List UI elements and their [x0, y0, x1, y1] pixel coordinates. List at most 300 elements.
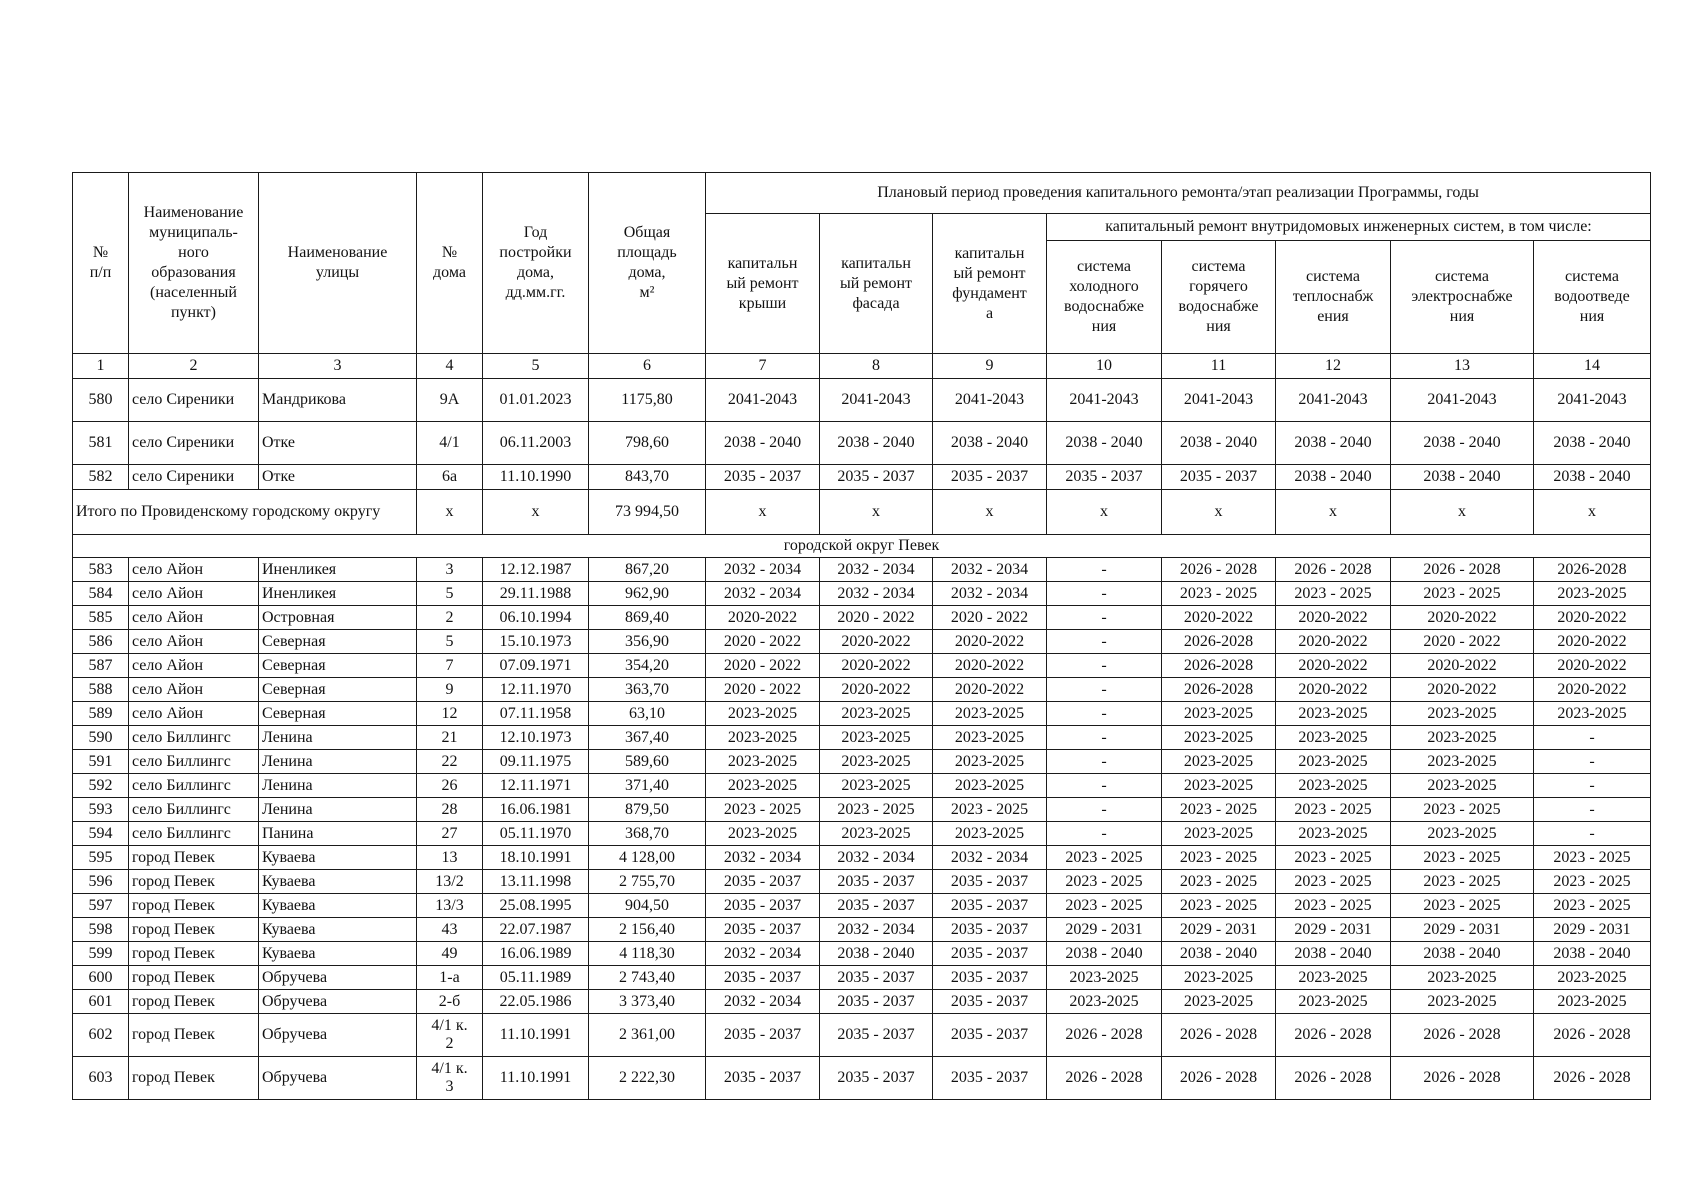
table-cell: 2023-2025 — [1391, 990, 1534, 1014]
table-cell: 07.09.1971 — [483, 654, 589, 678]
table-cell: 2041-2043 — [1047, 379, 1162, 422]
table-cell: 2023-2025 — [933, 726, 1047, 750]
table-cell: 2035 - 2037 — [820, 1057, 933, 1100]
document-page — [72, 172, 1651, 1100]
table-cell: 12.10.1973 — [483, 726, 589, 750]
table-cell: село Айон — [129, 606, 259, 630]
table-cell: 2023-2025 — [1534, 702, 1651, 726]
table-cell: 2020-2022 — [1276, 654, 1391, 678]
table-cell: 2023 - 2025 — [1276, 846, 1391, 870]
table-cell: 2023-2025 — [820, 726, 933, 750]
table-cell: Ленина — [259, 750, 417, 774]
table-cell: 2023-2025 — [1391, 750, 1534, 774]
table-cell: 2029 - 2031 — [1162, 918, 1276, 942]
table-cell: 06.11.2003 — [483, 422, 589, 465]
table-cell: 2038 - 2040 — [820, 422, 933, 465]
total-cell: х — [1047, 490, 1162, 535]
header-foundation: капитальн ый ремонт фундамент а — [933, 214, 1047, 354]
table-cell: 2032 - 2034 — [820, 558, 933, 582]
table-cell: 2035 - 2037 — [706, 465, 820, 490]
table-cell: 2032 - 2034 — [706, 582, 820, 606]
table-cell: 594 — [73, 822, 129, 846]
table-cell: 2035 - 2037 — [933, 1014, 1047, 1057]
table-cell: 09.11.1975 — [483, 750, 589, 774]
table-cell: 904,50 — [589, 894, 706, 918]
table-cell: 11.10.1991 — [483, 1057, 589, 1100]
table-cell: 2020-2022 — [820, 678, 933, 702]
table-cell: 2038 - 2040 — [1534, 942, 1651, 966]
table-cell: 591 — [73, 750, 129, 774]
table-cell: 2023-2025 — [1276, 990, 1391, 1014]
table-cell: село Сиреники — [129, 379, 259, 422]
table-cell: 1-а — [417, 966, 483, 990]
total-cell: х — [483, 490, 589, 535]
table-cell: 2023-2025 — [706, 702, 820, 726]
table-cell: 2041-2043 — [1276, 379, 1391, 422]
table-cell: - — [1534, 726, 1651, 750]
table-cell: - — [1047, 702, 1162, 726]
table-cell: 2032 - 2034 — [933, 558, 1047, 582]
table-row — [73, 846, 1651, 870]
total-cell: х — [1391, 490, 1534, 535]
table-cell: 368,70 — [589, 822, 706, 846]
total-cell: х — [1162, 490, 1276, 535]
column-number: 8 — [820, 354, 933, 379]
table-cell: село Биллингс — [129, 750, 259, 774]
table-cell: 2020-2022 — [1162, 606, 1276, 630]
table-cell: 22.07.1987 — [483, 918, 589, 942]
table-cell: Отке — [259, 465, 417, 490]
table-cell: 2023-2025 — [1162, 726, 1276, 750]
table-cell: 2 — [417, 606, 483, 630]
table-cell: 962,90 — [589, 582, 706, 606]
column-number: 3 — [259, 354, 417, 379]
table-cell: 2023 - 2025 — [1162, 846, 1276, 870]
table-cell: 2023 - 2025 — [1276, 870, 1391, 894]
table-cell: 2026 - 2028 — [1534, 1057, 1651, 1100]
table-cell: 6а — [417, 465, 483, 490]
table-cell: село Биллингс — [129, 774, 259, 798]
table-cell: 2029 - 2031 — [1534, 918, 1651, 942]
header-heating: система теплоснабж ения — [1276, 241, 1391, 354]
table-cell: 15.10.1973 — [483, 630, 589, 654]
table-cell: 867,20 — [589, 558, 706, 582]
table-cell: Северная — [259, 630, 417, 654]
table-cell: 592 — [73, 774, 129, 798]
table-cell: 2 156,40 — [589, 918, 706, 942]
table-cell: 2023 - 2025 — [1047, 870, 1162, 894]
table-cell: 2023 - 2025 — [933, 798, 1047, 822]
table-cell: 2020-2022 — [1391, 606, 1534, 630]
table-row — [73, 966, 1651, 990]
table-cell: - — [1047, 582, 1162, 606]
table-cell: 2023-2025 — [1391, 966, 1534, 990]
column-number-row — [73, 354, 1651, 379]
table-cell: - — [1047, 798, 1162, 822]
header-area: Общая площадь дома, м² — [589, 173, 706, 354]
column-number: 6 — [589, 354, 706, 379]
table-cell: город Певек — [129, 870, 259, 894]
table-cell: 2020 - 2022 — [933, 606, 1047, 630]
table-cell: Ленина — [259, 774, 417, 798]
table-cell: 2023 - 2025 — [1162, 582, 1276, 606]
table-cell: 2041-2043 — [706, 379, 820, 422]
table-row — [73, 558, 1651, 582]
table-cell: 21 — [417, 726, 483, 750]
column-number: 13 — [1391, 354, 1534, 379]
table-cell: 2023-2025 — [1162, 702, 1276, 726]
table-cell: 2023-2025 — [933, 702, 1047, 726]
table-cell: - — [1534, 822, 1651, 846]
header-municipality: Наименование муниципаль- ного образования (населенный пункт) — [129, 173, 259, 354]
table-cell: 371,40 — [589, 774, 706, 798]
table-cell: 2020-2022 — [1534, 678, 1651, 702]
table-cell: 589 — [73, 702, 129, 726]
table-cell: 2038 - 2040 — [933, 422, 1047, 465]
table-cell: 2038 - 2040 — [1276, 422, 1391, 465]
header-sewer: система водоотведе ния — [1534, 241, 1651, 354]
table-cell: 2023-2025 — [1276, 726, 1391, 750]
table-cell: 01.01.2023 — [483, 379, 589, 422]
table-cell: 2023-2025 — [820, 774, 933, 798]
table-cell: Куваева — [259, 894, 417, 918]
table-cell: 2023 - 2025 — [1534, 846, 1651, 870]
table-cell: 2035 - 2037 — [1047, 465, 1162, 490]
total-cell: х — [417, 490, 483, 535]
table-cell: 2035 - 2037 — [933, 1057, 1047, 1100]
table-cell: 2023 - 2025 — [1276, 582, 1391, 606]
table-cell: 25.08.1995 — [483, 894, 589, 918]
table-row — [73, 465, 1651, 490]
column-number: 5 — [483, 354, 589, 379]
table-cell: 16.06.1981 — [483, 798, 589, 822]
column-number: 7 — [706, 354, 820, 379]
table-cell: 2020-2022 — [1276, 630, 1391, 654]
table-row — [73, 918, 1651, 942]
table-cell: 2020-2022 — [820, 630, 933, 654]
table-cell: - — [1047, 750, 1162, 774]
table-cell: 2035 - 2037 — [933, 990, 1047, 1014]
table-cell: 2038 - 2040 — [1047, 942, 1162, 966]
table-cell: 2026 - 2028 — [1276, 1057, 1391, 1100]
table-row — [73, 822, 1651, 846]
table-cell: 13/2 — [417, 870, 483, 894]
table-cell: 2023-2025 — [1391, 774, 1534, 798]
table-cell: 22 — [417, 750, 483, 774]
table-cell: 879,50 — [589, 798, 706, 822]
total-cell: х — [1534, 490, 1651, 535]
table-cell: село Айон — [129, 630, 259, 654]
table-cell: 4/1 — [417, 422, 483, 465]
table-cell: 2038 - 2040 — [1162, 942, 1276, 966]
table-cell: 5 — [417, 630, 483, 654]
table-cell: 2038 - 2040 — [1391, 942, 1534, 966]
table-cell: 2023 - 2025 — [1391, 582, 1534, 606]
table-cell: 2020 - 2022 — [706, 630, 820, 654]
table-cell: 2023-2025 — [706, 822, 820, 846]
table-cell: 2038 - 2040 — [1047, 422, 1162, 465]
table-cell: село Айон — [129, 702, 259, 726]
table-cell: 2023-2025 — [1391, 702, 1534, 726]
table-cell: 2029 - 2031 — [1276, 918, 1391, 942]
total-cell: 73 994,50 — [589, 490, 706, 535]
column-number: 4 — [417, 354, 483, 379]
table-cell: село Биллингс — [129, 822, 259, 846]
table-cell: 2 743,40 — [589, 966, 706, 990]
table-cell: 2026 - 2028 — [1162, 558, 1276, 582]
table-cell: 869,40 — [589, 606, 706, 630]
table-cell: 798,60 — [589, 422, 706, 465]
table-row — [73, 422, 1651, 465]
column-number: 11 — [1162, 354, 1276, 379]
table-cell: 2 361,00 — [589, 1014, 706, 1057]
table-cell: 13.11.1998 — [483, 870, 589, 894]
table-cell: 2026 - 2028 — [1047, 1057, 1162, 1100]
table-cell: 2023 - 2025 — [1162, 870, 1276, 894]
table-cell: - — [1534, 774, 1651, 798]
table-cell: 2 222,30 — [589, 1057, 706, 1100]
table-cell: 580 — [73, 379, 129, 422]
table-cell: 2023 - 2025 — [1047, 894, 1162, 918]
header-street: Наименование улицы — [259, 173, 417, 354]
table-cell: - — [1047, 678, 1162, 702]
table-cell: 2023 - 2025 — [1534, 894, 1651, 918]
table-cell: 2038 - 2040 — [706, 422, 820, 465]
header-house: № дома — [417, 173, 483, 354]
table-cell: 3 — [417, 558, 483, 582]
table-cell: 2035 - 2037 — [706, 894, 820, 918]
table-cell: 3 373,40 — [589, 990, 706, 1014]
table-row — [73, 726, 1651, 750]
total-label: Итого по Провиденскому городскому округу — [73, 490, 417, 535]
table-row — [73, 990, 1651, 1014]
table-cell: 2041-2043 — [1534, 379, 1651, 422]
table-cell: село Айон — [129, 654, 259, 678]
table-cell: 2023-2025 — [933, 822, 1047, 846]
header-cold-water: система холодного водоснабже ния — [1047, 241, 1162, 354]
table-cell: - — [1047, 558, 1162, 582]
table-row — [73, 1014, 1651, 1057]
table-cell: село Биллингс — [129, 798, 259, 822]
column-number: 12 — [1276, 354, 1391, 379]
table-cell: Иненликея — [259, 558, 417, 582]
table-cell: село Сиреники — [129, 422, 259, 465]
capital-repair-table — [72, 172, 1651, 1100]
table-cell: 356,90 — [589, 630, 706, 654]
table-cell: 367,40 — [589, 726, 706, 750]
table-cell: 2035 - 2037 — [820, 894, 933, 918]
table-cell: 2020 - 2022 — [820, 606, 933, 630]
table-cell: 2023-2025 — [1047, 966, 1162, 990]
table-cell: 585 — [73, 606, 129, 630]
table-cell: - — [1047, 606, 1162, 630]
table-row — [73, 606, 1651, 630]
header-electric: система электроснабже ния — [1391, 241, 1534, 354]
column-number: 10 — [1047, 354, 1162, 379]
table-cell: 2020-2022 — [933, 654, 1047, 678]
table-cell: 2032 - 2034 — [706, 990, 820, 1014]
table-cell: 595 — [73, 846, 129, 870]
column-number: 9 — [933, 354, 1047, 379]
table-cell: 2026 - 2028 — [1276, 1014, 1391, 1057]
table-cell: Ленина — [259, 726, 417, 750]
table-cell: 2026-2028 — [1162, 654, 1276, 678]
table-cell: 2023-2025 — [1162, 750, 1276, 774]
header-facade: капитальн ый ремонт фасада — [820, 214, 933, 354]
table-cell: Отке — [259, 422, 417, 465]
table-cell: село Айон — [129, 582, 259, 606]
table-row — [73, 582, 1651, 606]
header-num: № п/п — [73, 173, 129, 354]
table-cell: 2026 - 2028 — [1391, 1014, 1534, 1057]
total-row — [73, 490, 1651, 535]
table-cell: 9А — [417, 379, 483, 422]
table-cell: 2023-2025 — [1534, 966, 1651, 990]
table-cell: 587 — [73, 654, 129, 678]
table-cell: 06.10.1994 — [483, 606, 589, 630]
table-cell: 2038 - 2040 — [1534, 465, 1651, 490]
table-cell: 2026 - 2028 — [1162, 1014, 1276, 1057]
table-cell: 2041-2043 — [1391, 379, 1534, 422]
table-cell: 2035 - 2037 — [933, 894, 1047, 918]
table-cell: 599 — [73, 942, 129, 966]
table-cell: Островная — [259, 606, 417, 630]
table-cell: 2026 - 2028 — [1162, 1057, 1276, 1100]
table-cell: 2020-2022 — [933, 678, 1047, 702]
table-row — [73, 654, 1651, 678]
table-cell: 4 118,30 — [589, 942, 706, 966]
table-cell: 5 — [417, 582, 483, 606]
table-cell: 583 — [73, 558, 129, 582]
table-cell: 2-б — [417, 990, 483, 1014]
table-cell: 2035 - 2037 — [820, 465, 933, 490]
table-cell: 601 — [73, 990, 129, 1014]
total-cell: х — [1276, 490, 1391, 535]
table-cell: 2020-2022 — [1534, 654, 1651, 678]
table-cell: 28 — [417, 798, 483, 822]
table-cell: - — [1534, 798, 1651, 822]
table-cell: 2020-2022 — [1276, 606, 1391, 630]
table-cell: 7 — [417, 654, 483, 678]
table-cell: 2023-2025 — [1534, 582, 1651, 606]
table-cell: - — [1047, 630, 1162, 654]
table-cell: 2026 - 2028 — [1391, 1057, 1534, 1100]
table-cell: 2032 - 2034 — [706, 558, 820, 582]
section-title: городской округ Певек — [73, 535, 1651, 558]
table-cell: Обручева — [259, 966, 417, 990]
table-cell: 2032 - 2034 — [706, 942, 820, 966]
table-cell: 2032 - 2034 — [820, 918, 933, 942]
table-cell: 2038 - 2040 — [820, 942, 933, 966]
table-cell: 2023-2025 — [933, 774, 1047, 798]
table-cell: 2023-2025 — [1162, 822, 1276, 846]
table-cell: 2023 - 2025 — [706, 798, 820, 822]
table-cell: 2023-2025 — [1276, 966, 1391, 990]
table-row — [73, 379, 1651, 422]
table-cell: 602 — [73, 1014, 129, 1057]
table-cell: 4 128,00 — [589, 846, 706, 870]
table-cell: город Певек — [129, 1014, 259, 1057]
table-row — [73, 702, 1651, 726]
table-cell: 2032 - 2034 — [820, 846, 933, 870]
table-cell: 05.11.1989 — [483, 966, 589, 990]
table-cell: 2041-2043 — [820, 379, 933, 422]
table-cell: 1175,80 — [589, 379, 706, 422]
table-cell: Северная — [259, 654, 417, 678]
table-row — [73, 798, 1651, 822]
table-cell: 2023-2025 — [1162, 774, 1276, 798]
table-row — [73, 630, 1651, 654]
table-cell: Иненликея — [259, 582, 417, 606]
table-cell: 2038 - 2040 — [1276, 942, 1391, 966]
table-cell: 2035 - 2037 — [706, 966, 820, 990]
table-cell: 2020-2022 — [706, 606, 820, 630]
table-cell: 43 — [417, 918, 483, 942]
table-cell: 12.11.1970 — [483, 678, 589, 702]
table-cell: 2035 - 2037 — [933, 870, 1047, 894]
table-cell: 2023 - 2025 — [1391, 798, 1534, 822]
table-cell: Куваева — [259, 942, 417, 966]
table-cell: 2023 - 2025 — [1391, 870, 1534, 894]
table-cell: Куваева — [259, 870, 417, 894]
table-cell: 2023-2025 — [706, 750, 820, 774]
table-cell: город Певек — [129, 990, 259, 1014]
table-cell: 2023-2025 — [1391, 822, 1534, 846]
table-cell: 2023 - 2025 — [1276, 798, 1391, 822]
table-cell: 2023-2025 — [1534, 990, 1651, 1014]
table-cell: 2026-2028 — [1534, 558, 1651, 582]
table-cell: 2026-2028 — [1162, 678, 1276, 702]
table-cell: 586 — [73, 630, 129, 654]
table-cell: Мандрикова — [259, 379, 417, 422]
table-cell: 2035 - 2037 — [933, 918, 1047, 942]
table-cell: город Певек — [129, 966, 259, 990]
table-cell: 2020-2022 — [1391, 678, 1534, 702]
table-cell: 2035 - 2037 — [706, 870, 820, 894]
table-cell: 2026 - 2028 — [1047, 1014, 1162, 1057]
table-cell: 2035 - 2037 — [706, 1057, 820, 1100]
table-cell: город Певек — [129, 1057, 259, 1100]
table-cell: 354,20 — [589, 654, 706, 678]
table-cell: Куваева — [259, 846, 417, 870]
table-cell: 2035 - 2037 — [820, 966, 933, 990]
table-cell: 4/1 к. 2 — [417, 1014, 483, 1057]
table-cell: 2020-2022 — [820, 654, 933, 678]
table-cell: 26 — [417, 774, 483, 798]
header-period: Плановый период проведения капитального ремонта/этап реализации Программы, годы — [706, 173, 1651, 214]
table-cell: 363,70 — [589, 678, 706, 702]
table-cell: 2029 - 2031 — [1391, 918, 1534, 942]
table-cell: 593 — [73, 798, 129, 822]
table-cell: 2023-2025 — [1047, 990, 1162, 1014]
table-row — [73, 774, 1651, 798]
table-cell: 2032 - 2034 — [706, 846, 820, 870]
header-roof: капитальн ый ремонт крыши — [706, 214, 820, 354]
table-cell: 2038 - 2040 — [1391, 465, 1534, 490]
table-cell: 2035 - 2037 — [820, 990, 933, 1014]
table-cell: Обручева — [259, 990, 417, 1014]
table-cell: 4/1 к. 3 — [417, 1057, 483, 1100]
table-cell: 2035 - 2037 — [820, 870, 933, 894]
table-cell: 11.10.1991 — [483, 1014, 589, 1057]
table-cell: 2020 - 2022 — [706, 678, 820, 702]
table-cell: 2035 - 2037 — [706, 1014, 820, 1057]
table-cell: 2023-2025 — [1162, 990, 1276, 1014]
table-cell: 2023 - 2025 — [1047, 846, 1162, 870]
table-cell: 2023 - 2025 — [1391, 894, 1534, 918]
section-row — [73, 535, 1651, 558]
table-cell: 2026 - 2028 — [1276, 558, 1391, 582]
